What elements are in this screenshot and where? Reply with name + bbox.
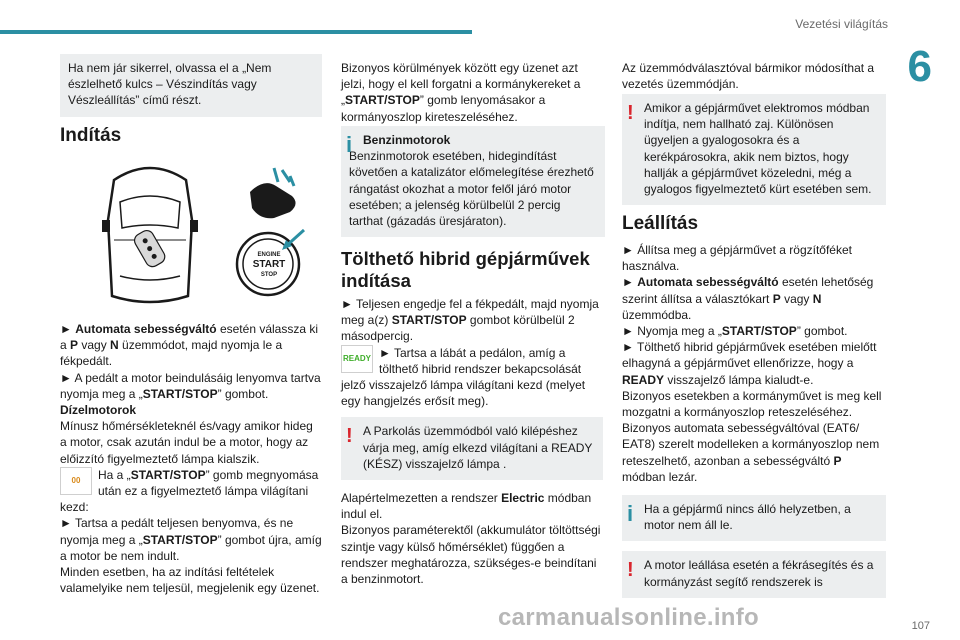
heading-leallitas: Leállítás: [622, 213, 699, 234]
paragraph: ► Automata sebességváltó esetén lehetőség szerint állítsa a választókart P vagy N üzemmódba.: [622, 275, 874, 322]
paragraph: Alapértelmezetten a rendszer Electric módban indul el.: [341, 491, 592, 522]
heading-hybrid: Tölthető hibrid gépjárművek indítása: [341, 248, 590, 291]
glow-plug-icon: 00: [60, 467, 92, 495]
col2-body: [341, 296, 603, 587]
warning-box: ! A Parkolás üzemmódból való kilépéshez várja meg, amíg elkezd világítani a READY (KÉSZ) visszajelző lámpa .: [341, 417, 603, 480]
header-accent-bar: [0, 30, 472, 34]
info-title: Benzinmotorok: [363, 133, 451, 147]
paragraph: READY ► Tartsa a lábát a pedálon, amíg a tölthető hibrid rendszer bekapcsolását jelző visszajelző lámpa világítani kezd (melyet egy hangjelzés erősít meg).: [341, 345, 586, 409]
paragraph: Mínusz hőmérsékleteknél és/vagy amikor hideg a motor, csak azután indul be a motor, hogy az előizzító figyelmeztető lámpa kialszik.: [60, 419, 313, 466]
hand-press-icon: [250, 168, 296, 218]
page-number: 107: [911, 620, 930, 632]
warning-mark-icon: !: [627, 102, 634, 124]
chapter-number: 6: [907, 42, 932, 91]
warning-box: ! A motor leállása esetén a fékrásegítés és a kormányzást segítő rendszerek is: [622, 551, 886, 597]
col3-body: [622, 242, 886, 598]
paragraph: Bizonyos körülmények között egy üzenet azt jelzi, hogy el kell forgatni a kormánykereket a „START/STOP” gomb lenyomásakor a kormányoszlop kireteszeléséhez.: [341, 61, 581, 124]
paragraph: ► A pedált a motor beindulásáig lenyomva tartva nyomja meg a „START/STOP” gombot.: [60, 370, 321, 401]
paragraph: ► Nyomja meg a „START/STOP” gombot.: [622, 324, 848, 339]
start-stop-labels: [244, 250, 294, 280]
section-title: Vezetési világítás: [795, 17, 888, 31]
ready-icon: READY: [341, 345, 373, 373]
stop-label: STOP: [260, 272, 278, 278]
warning-box: ! Amikor a gépjárművet elektromos módban indítja, nem hallható zaj. Különösen ügyeljen a gyalogosokra és a kerékpárosokra, akik nem biztos, hogy hallják a gépjárművet közeledni, még a gyalogos figyelmeztető kürt esetében sem.: [622, 94, 886, 205]
figure-start: [84, 160, 314, 308]
paragraph: ► Állítsa meg a gépjárművet a rögzítőféket használva.: [622, 243, 852, 274]
info-mark-icon: i: [627, 501, 634, 527]
key-car-icon: [84, 160, 314, 308]
note-box: [60, 54, 322, 117]
paragraph: 00 Ha a „START/STOP” gomb megnyomása után ez a figyelmeztető lámpa világítani kezd:: [60, 467, 319, 515]
note-text: Ha nem jár sikerrel, olvassa el a „Nem észlelhető kulcs – Vészindítás vagy Vészleállítás” című részt.: [68, 61, 272, 108]
heading-inditas: Indítás: [60, 125, 122, 146]
paragraph: ► Teljesen engedje fel a fékpedált, majd nyomja meg a(z) START/STOP gombot körülbelül 2 másodpercig.: [341, 297, 599, 344]
paragraph: Az üzemmódválasztóval bármikor módosíthat a vezetés üzemmódján.: [622, 61, 875, 92]
watermark: carmanualsonline.info: [498, 604, 760, 631]
paragraph: ► Tartsa a pedált teljesen benyomva, és ne nyomja meg a „START/STOP” gombot újra, amíg a motor be nem indult.: [60, 516, 322, 563]
paragraph: Bizonyos esetekben a kormányművet is meg kell mozgatni a kormányoszlop reteszeléséhez.: [622, 388, 882, 420]
paragraph: ► Tölthető hibrid gépjárművek esetében mielőtt elhagyná a gépjárművet ellenőrizze, hogy a READY visszajelző lámpa kialudt-e.: [622, 340, 877, 387]
info-box: [341, 126, 605, 237]
engine-label: ENGINE: [257, 252, 281, 258]
info-mark-icon: i: [346, 132, 353, 157]
warning-mark-icon: !: [346, 425, 353, 448]
info-text: Benzinmotorok esetében, hidegindítást követően a katalizátor előmelegítése érezhető rángatást okozhat a motor felől járó motor esetében; a jelenség körülbelül 2 percig tarthat (gázadás üresjáraton).: [349, 149, 594, 229]
paragraph: Bizonyos paraméterektől (akkumulátor töltöttségi szintje vagy külső hőmérséklet) függően a rendszer meghatározza, szükséges-e beindítani a benzinmotort.: [341, 523, 601, 587]
paragraph: Minden esetben, ha az indítási feltételek valamelyike nem teljesül, megjelenik egy üzenet.: [60, 565, 320, 596]
start-label: START: [252, 259, 286, 270]
col1-body: [60, 321, 322, 596]
diesel-heading: Dízelmotorok: [60, 403, 137, 418]
paragraph: ► Automata sebességváltó esetén válassza ki a P vagy N üzemmódot, majd nyomja le a fékpedált.: [60, 322, 319, 369]
warning-mark-icon: !: [627, 559, 634, 582]
paragraph: Bizonyos automata sebességváltóval (EAT6/ EAT8) szerelt modelleken a kormányoszlop nem reteszelhető, azonban a sebességváltó P módban lezár.: [622, 421, 880, 484]
info-box: i Ha a gépjármű nincs álló helyzetben, a motor nem áll le.: [622, 495, 886, 541]
